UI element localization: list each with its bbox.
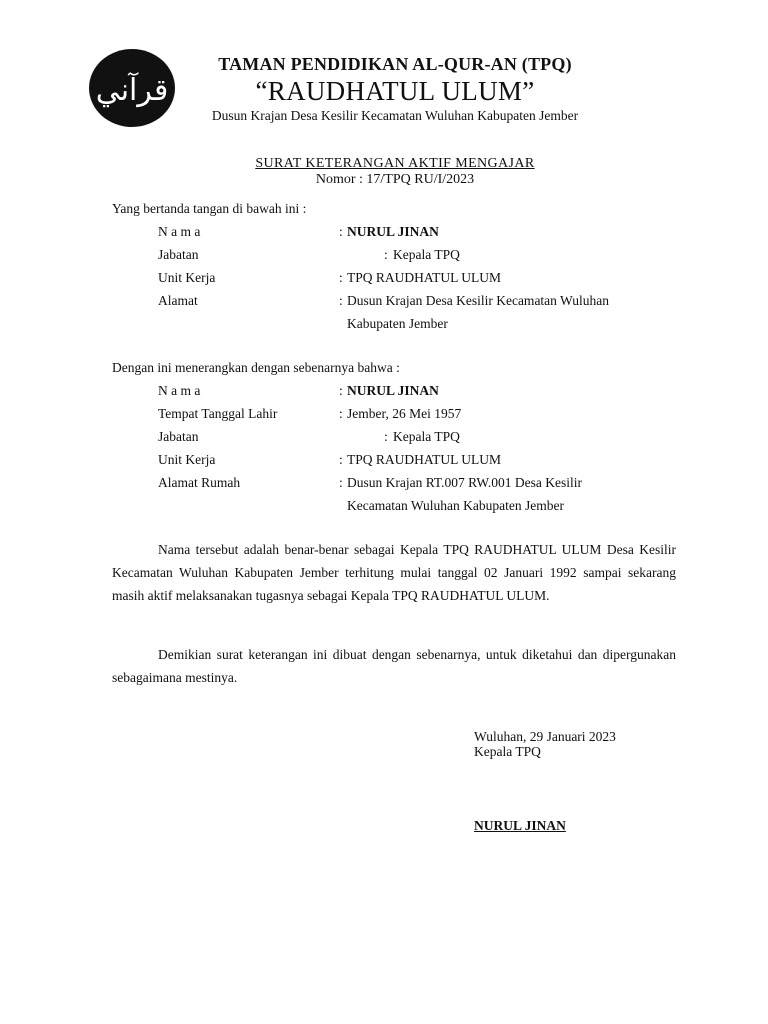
signature-place-date: Wuluhan, 29 Januari 2023 (474, 729, 616, 744)
signer-position-value: Kepala TPQ (393, 247, 460, 262)
signature-name: NURUL JINAN (474, 818, 566, 833)
subject-name-colon: : (339, 383, 343, 398)
subject-name-label: N a m a (158, 383, 201, 398)
subject-unit-value: TPQ RAUDHATUL ULUM (347, 452, 501, 467)
subject-name-value: NURUL JINAN (347, 383, 439, 398)
signer-unit-label: Unit Kerja (158, 270, 216, 285)
org-title: “RAUDHATUL ULUM” (255, 76, 535, 106)
signer-address-colon: : (339, 293, 343, 308)
subject-address-label: Alamat Rumah (158, 475, 241, 490)
subject-position-value: Kepala TPQ (393, 429, 460, 444)
subject-birth-colon: : (339, 406, 343, 421)
org-name: TAMAN PENDIDIKAN AL-QUR-AN (TPQ) (218, 54, 572, 74)
org-address: Dusun Krajan Desa Kesilir Kecamatan Wuluhan Kabupaten Jember (211, 108, 579, 123)
subject-unit-label: Unit Kerja (158, 452, 216, 467)
signer-name-value: NURUL JINAN (347, 224, 439, 239)
signer-address-value-cont: Kabupaten Jember (347, 316, 448, 331)
body-paragraph-1: Nama tersebut adalah benar-benar sebagai Kepala TPQ RAUDHATUL ULUM Desa Kesilir Kecamatan Wuluhan Kabupaten Jember terhitung mulai tanggal 02 Januari 1992 sampai sekarang masih aktif melaksanakan tugasnya sebagai Kepala TPQ RAUDHATUL ULUM. (112, 542, 676, 603)
signer-unit-value: TPQ RAUDHATUL ULUM (347, 270, 501, 285)
signer-unit-colon: : (339, 270, 343, 285)
subject-address-colon: : (339, 475, 343, 490)
body-paragraph-2: Demikian surat keterangan ini dibuat dengan sebenarnya, untuk diketahui dan dipergunakan sebagaimana mestinya. (112, 647, 676, 685)
signer-address-value: Dusun Krajan Desa Kesilir Kecamatan Wuluhan (347, 293, 609, 308)
subject-position-label: Jabatan (158, 429, 199, 444)
signer-name-label: N a m a (158, 224, 201, 239)
subject-birth-label: Tempat Tanggal Lahir (158, 406, 278, 421)
subject-birth-value: Jember, 26 Mei 1957 (347, 406, 462, 421)
signature-position: Kepala TPQ (474, 744, 541, 759)
signer-intro: Yang bertanda tangan di bawah ini : (112, 201, 307, 216)
subject-address-value: Dusun Krajan RT.007 RW.001 Desa Kesilir (347, 475, 583, 490)
subject-intro: Dengan ini menerangkan dengan sebenarnya bahwa : (112, 360, 400, 375)
signer-address-label: Alamat (158, 293, 198, 308)
signer-name-colon: : (339, 224, 343, 239)
subject-address-value-cont: Kecamatan Wuluhan Kabupaten Jember (347, 498, 564, 513)
document-title: SURAT KETERANGAN AKTIF MENGAJAR (255, 156, 535, 171)
logo-calligraphy: قرآني (95, 73, 169, 108)
document-number: Nomor : 17/TPQ RU/I/2023 (315, 172, 475, 187)
signer-position-colon: : (384, 247, 388, 262)
subject-position-colon: : (384, 429, 388, 444)
subject-unit-colon: : (339, 452, 343, 467)
signer-position-label: Jabatan (158, 247, 199, 262)
